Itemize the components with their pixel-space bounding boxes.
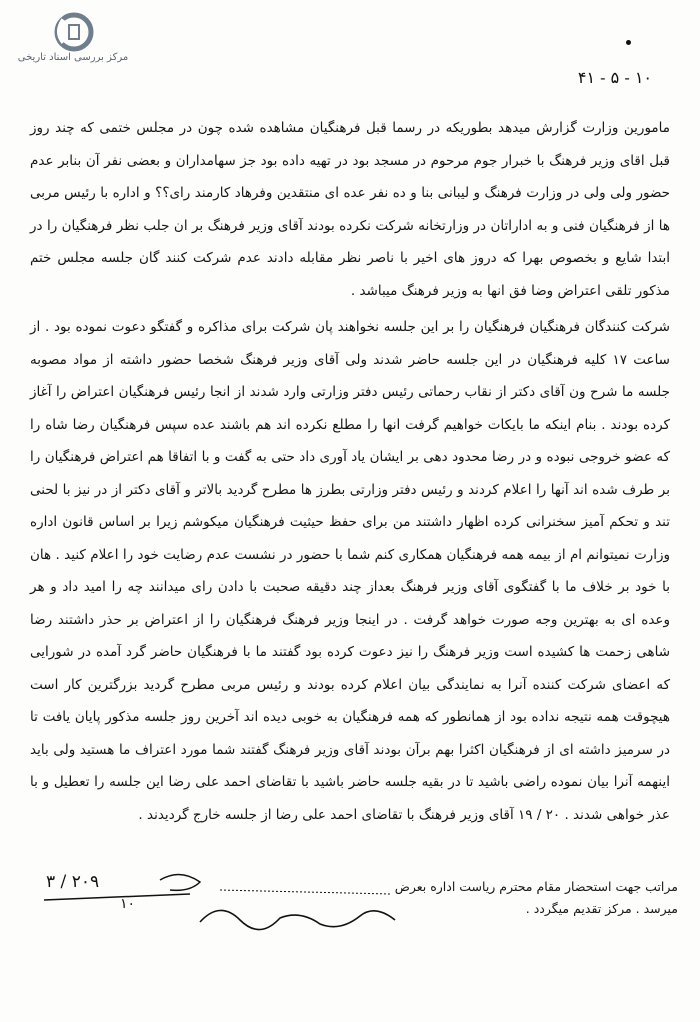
closing-note: مراتب جهت استحضار مقام محترم ریاست اداره بعرض میرسد . مرکز تقدیم میگردد .: [394, 879, 678, 916]
document-date: ۱۰ - ۵ - ۴۱: [577, 68, 652, 87]
reference-number: ۲۰۹ / ۳: [46, 872, 100, 892]
body-paragraph-1: مامورین وزارت گزارش میدهد بطوریکه در رسما قبل فرهنگیان مشاهده شده چون در مجلس ختمی که چند روز قبل اقای وزیر فرهنگ با خبرار جوم مرحوم در مسجد بود در تهیه داده بود جز سهامداران و بعضی نفر آن بنابر عدم حضور ولی ولی در وزارت فرهنگ و لیبانی بنا و ده نفر عده ای منتقدین وفرهاد کارمند رای؟؟ و اداره با رئیس مربی ها از فرهنگیان فنی و به اداراتان در وزارتخانه شرکت نکرده بودند آقای وزیر فرهنگ بر ان جلب نظر فرهنگیان را در ابتدا شایع و بخصوص بهرا که دروز های اخیر با ناصر نظر مقابله دادند عدم شرکت کنند گان جلسه مجلس ختم مذکور تلقی اعتراض وضا فق انها به وزیر فرهنگ میباشد .: [30, 120, 670, 299]
document-body: [30, 112, 670, 835]
archive-logo-icon: [46, 12, 98, 54]
ink-dot: [626, 40, 631, 45]
body-paragraph-2: شرکت کنندگان فرهنگیان فرهنگیان را بر این جلسه نخواهند پان شرکت برای مذاکره و گفتگو دعوت نموده بود . از ساعت ۱۷ کلیه فرهنگیان در این جلسه حاضر شدند ولی آقای وزیر فرهنگ شخصا حضور داشته از مواد مصوبه جلسه ما شرح ون آقای دکتر از نقاب رحماتی رئیس دفتر وزارتی وارد شدند از انجا رئیس فرهنگیان اعتراض را آغاز کرده بودند . بنام اینکه ما بایکات خواهیم گرفت انها را مطلع نکرده اند هم باشند عده سپس فرهنگیان رضا شاه را که عضو خروجی نبوده و در رضا محدود دهی بر ایشان یاد آوری داد حتی به گفت و با اتفاقا هم اعتراض فرهنگیان را بر طرف شده اند آنها را اعلام کردند و رئیس دفتر وزارتی بطرز ها مطرح گردید بالاتر و آقای دکتر از در نیز با لحنی تند و تحکم آمیز سخنرانی کرده اظهار داشتند من برای حفظ حیثیت فرهنگیان میکوشم زیرا بر اساس قانون اداره وزارت نمیتوانم ام از بیمه همه فرهنگیان همکاری کنم شما با حضور در نشست عدم رضایت خود را اعلام کنید . هان با خود بر خلاف ما با گفتگوی آقای وزیر فرهنگ بعداز چند دقیقه صحبت با دادن رای میدانند چه را امید داد و هر وعده ای به بهترین وجه صورت خواهد گرفت . در اینجا وزیر فرهنگ فرهنگیان را از اعتراض بر حذر داشتند رضا شاهی زحمت ها کشیده است وزیر فرهنگ را نیز دعوت کرده بود گفتند ما با فرهنگیان حاضر گرد آمده در شورایی که اعضای شرکت کننده آنرا به نمایندگی بیان اعلام کرده بودند و رئیس مربی مطرح گردید بزرگترین کار است هیچوقت همه نتیجه نداده بود از همانطور که همه فرهنگیان به خوبی دیده اند آخرین روز جلسه مذکور پایان یافت تا در سرمیز داشته ای از فرهنگیان اکثرا بهم برآن بودند آقای وزیر فرهنگ گفتند شما مورد اعتراف ما هستید ولی باید اینهمه آنرا بیان نموده راضی باشید تا در بقیه جلسه حاضر باشید با تقاضای احمد علی رضا این جلسه را تعطیل و با عذر خواهی شدند . ۲۰ / ۱۹ آقای وزیر فرهنگ با تقاضای احمد علی رضا از جلسه خارج گردیدند .: [30, 319, 670, 823]
reference-sub: ۱۰: [120, 896, 136, 912]
archive-logo-caption: مرکز بررسی اسناد تاریخی: [17, 52, 129, 63]
handwritten-signature-icon: [190, 880, 410, 940]
